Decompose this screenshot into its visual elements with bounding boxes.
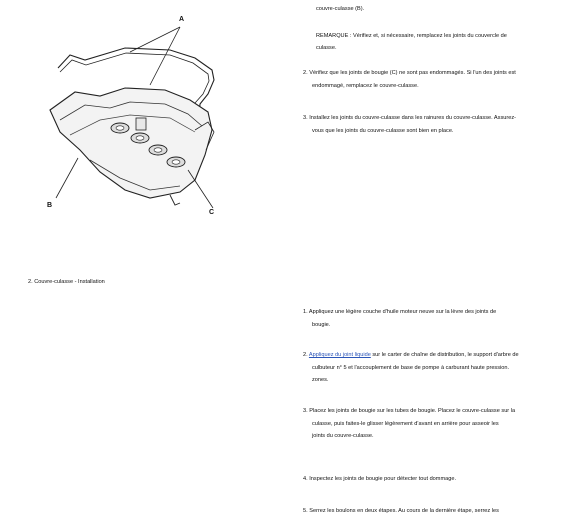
liquid-gasket-link[interactable]: Appliquez du joint liquide xyxy=(308,352,371,358)
upper-step-3: 3. Installez les joints du couvre-culasse dans les rainures du couvre-culasse. Assurez- vous que les joints du couvre-culasse sont bien en place. xyxy=(303,115,516,134)
remarque-line: REMARQUE : Vérifiez et, si nécessaire, remplacez les joints du couvercle de xyxy=(316,33,507,39)
lower-step-2: 2. Appliquez du joint liquide sur le carter de chaîne de distribution, le support d'arbre de culbuteur n° 5 et l'accouplement de base de pompe à carburant haute pression. zones. xyxy=(303,352,519,383)
lower-step-5: 5. Serrez les boulons en deux étapes. Au cours de la dernière étape, serrez les xyxy=(303,508,499,514)
upper-step-2: 2. Vérifiez que les joints de bougie (C) ne sont pas endommagés. Si l'un des joints est endommagé, remplacez le couvre-culasse. xyxy=(303,70,516,89)
lower-step-3: 3. Placez les joints de bougie sur les tubes de bougie. Placez le couvre-culasse sur la culasse, puis faites-le glisser légèrement d'avant en arrière pour asseoir les joints du couvre-culasse. xyxy=(303,408,516,439)
lower-step-1: 1. Appliquez une légère couche d'huile moteur neuve sur la lèvre des joints de bougie. xyxy=(303,309,497,328)
section-title: 2. Couvre-culasse - Installation xyxy=(28,279,105,285)
remarque-line-cont: culasse. xyxy=(316,45,337,51)
callout-a: A xyxy=(179,16,185,23)
cylinder-head-cover-illustration xyxy=(30,10,230,215)
continued-line: couvre-culasse (B). xyxy=(316,6,365,12)
callout-b: B xyxy=(47,202,53,209)
callout-c: C xyxy=(209,209,215,216)
lower-step-4: 4. Inspectez les joints de bougie pour détecter tout dommage. xyxy=(303,476,457,482)
